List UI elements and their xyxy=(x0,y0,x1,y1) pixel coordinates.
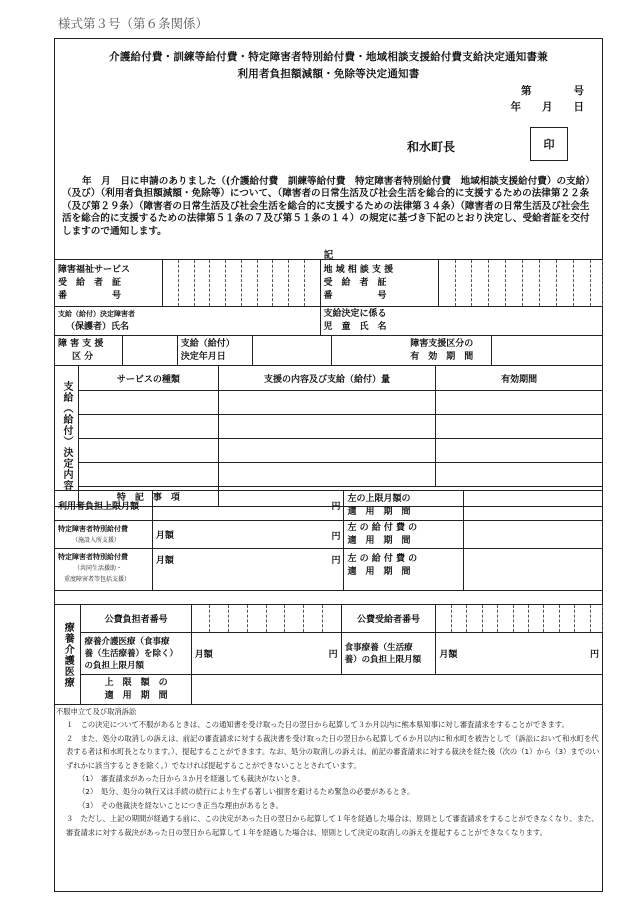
special-benefit2-value xyxy=(152,549,344,591)
yen-unit: 円 xyxy=(328,650,338,660)
digit-cell xyxy=(455,260,472,307)
consult-recipient-no-label: 地 域 相 談 支 援 受 給 者 証 番 号 xyxy=(320,260,438,307)
yen-unit: 円 xyxy=(589,650,599,660)
limit-apply-period-value xyxy=(464,491,603,521)
monthly-label: 月額 xyxy=(194,650,213,660)
digit-cell xyxy=(289,260,305,307)
benefit2-apply-value xyxy=(464,549,603,591)
special-notes-label: 特 記 事 項 xyxy=(78,487,218,507)
digit-cell xyxy=(436,605,451,633)
limit-apply-value xyxy=(191,675,602,705)
digit-cell xyxy=(559,605,574,633)
meal-limit-value xyxy=(436,633,603,675)
period-cell xyxy=(436,439,603,463)
service-recipient-no-label: 障害福祉サービス 受 給 者 証 番 号 xyxy=(55,260,163,307)
digit-cell xyxy=(528,605,543,633)
digit-cell xyxy=(498,605,513,633)
digit-cell xyxy=(322,605,341,633)
digit-cell xyxy=(544,605,559,633)
yen-unit: 円 xyxy=(331,532,341,542)
digit-cell xyxy=(229,605,248,633)
support-class-value xyxy=(122,336,177,366)
special-benefit2-label: 特定障害者特別給付費 （共同生活援助・ 重度障害者等包括支援） xyxy=(55,549,153,591)
document-number: 第 号 xyxy=(521,85,584,97)
document-title: 介護給付費・訓練等給付費・特定障害者特別給付費・地域相談支援給付費支給決定通知書兼 xyxy=(109,51,548,63)
decision-date-value xyxy=(252,336,332,366)
note-2: ２ また、処分の取消しの訴えは、前記の審査請求に対する裁決書を受け取った日の翌日から起算して６か月以内に和水町を被告として（訴訟において和水町を代表する者は和水町長となります。）、提起することができます。なお、処分の取消しの訴えは、前記の審査請求に対する裁決を経た後（次の（1）から（3）までのいずれかに該当するときを除く。）でなければ提起することができないこととされています。 xyxy=(66,733,600,770)
digit-cell xyxy=(178,260,194,307)
content-cell xyxy=(218,439,436,463)
digit-cell xyxy=(573,260,590,307)
digit-cell xyxy=(257,260,273,307)
payer-no-label: 公費負担者番号 xyxy=(81,605,191,633)
digit-cell xyxy=(523,260,540,307)
digit-cell xyxy=(191,605,210,633)
appeal-notes xyxy=(56,705,601,839)
decision-date-label: 支給（給付） 決定年月日 xyxy=(177,336,252,366)
digit-cell xyxy=(513,605,528,633)
care-limit-label: 療養介護医療（食事療 養（生活療養）を除く） の負担上限月額 xyxy=(81,633,191,675)
notes-heading: 不服申立て及び取消訴訟 xyxy=(56,707,137,716)
digit-cell xyxy=(273,260,289,307)
valid-period-value xyxy=(492,336,603,366)
digit-cell xyxy=(438,260,455,307)
digit-cell xyxy=(472,260,489,307)
note-3: ３ ただし、上記の期間が経過する前に、この決定があった日の翌日から起算して１年を経過した場合は、原則として審査請求をすることができなくなり、また、審査請求に対する裁決があった日の翌日から起算して１年を経過した場合は、原則として決定の取消しの訴えを提起することができなくなります。 xyxy=(66,814,599,837)
guardian-name-row: 支給（給付）決定障害者 （保護者）氏名 xyxy=(55,307,321,336)
valid-period-label: 障害支援区分の 有 効 期 間 xyxy=(332,336,492,366)
note-2-1: （1） 審査請求があった日から３か月を経過しても裁決がないとき。 xyxy=(78,774,305,784)
digit-cell xyxy=(489,260,506,307)
service-cell xyxy=(78,463,218,487)
medical-care-side-label: 療養介護医療 xyxy=(55,605,81,705)
ki-label: 記 xyxy=(323,250,334,261)
decision-content-side-label: 支給（給付）決定内容 xyxy=(55,366,79,507)
note-2-2: （2） 処分、処分の執行又は手続の続行により生ずる著しい損害を避けるため緊急の必要があるとき。 xyxy=(78,787,415,797)
special-benefit1-value xyxy=(152,521,344,549)
digit-cell xyxy=(467,605,482,633)
content-cell xyxy=(218,415,436,439)
digit-cell xyxy=(482,605,497,633)
note-1: １ この決定について不服があるときは、この通知書を受け取った日の翌日から起算して３か月以内に熊本県知事に対し審査請求をすることができます。 xyxy=(66,720,569,730)
user-limit-value xyxy=(152,491,344,521)
notice-body: 年 月 日に申請のありました（(介護給付費 訓練等給付費 特定障害者特別給付費 地域相談支援給付費）の支給）（及び）（利用者負担額減額・免除等）について、（障害者の日常生活及び社会生活を総合的に支援するための法律第２２条（及び第２９条）（障害者の日常生活及び社会生活を総合的に支援するための法律第３４条）（障害者の日常生活及び社会生活を総合的に支援するための法律第５１条の７及び第５１条の１４）の規定に基づき下記のとおり決定し、受給者証を交付しますので通知します。 xyxy=(62,176,591,237)
digit-cell xyxy=(556,260,573,307)
support-class-table xyxy=(54,335,603,366)
benefit2-apply-label: 左 の 給 付 費 の 適 用 期 間 xyxy=(344,549,464,591)
digit-cell xyxy=(247,605,266,633)
digit-cell xyxy=(539,260,556,307)
issuer-name: 和水町長 xyxy=(407,140,456,154)
document-subtitle: 利用者負担額減額・免除等決定通知書 xyxy=(237,68,420,80)
digit-cell xyxy=(590,260,602,307)
care-limit-value xyxy=(191,633,341,675)
digit-cell xyxy=(194,260,210,307)
digit-cell xyxy=(285,605,304,633)
digit-cell xyxy=(226,260,242,307)
form-number-label: 様式第３号（第６条関係） xyxy=(58,16,209,31)
period-cell xyxy=(436,463,603,487)
digit-cell xyxy=(304,605,323,633)
benefit1-apply-label: 左 の 給 付 費 の 適 用 期 間 xyxy=(344,521,464,549)
period-cell xyxy=(436,415,603,439)
limit-apply-label: 上 限 額 の 適 用 期 間 xyxy=(81,675,191,705)
benefit1-apply-value xyxy=(464,521,603,549)
monthly-label: 月額 xyxy=(155,556,174,566)
decision-content-table xyxy=(54,365,603,507)
content-cell xyxy=(218,391,436,415)
medical-care-table xyxy=(54,604,603,705)
special-benefit1-label: 特定障害者特別給付費 （施設入所支援） xyxy=(55,521,153,549)
digit-cell xyxy=(210,605,229,633)
monthly-label: 月額 xyxy=(155,531,174,541)
digit-cell xyxy=(451,605,466,633)
document-date: 年 月 日 xyxy=(510,101,584,113)
service-cell xyxy=(78,439,218,463)
digit-cell xyxy=(210,260,226,307)
content-cell xyxy=(218,463,436,487)
yen-unit: 円 xyxy=(331,556,341,566)
recipient-no-label: 公費受給者番号 xyxy=(341,605,436,633)
service-cell xyxy=(78,415,218,439)
digit-cell xyxy=(304,260,320,307)
meal-limit-label: 食事療養（生活療 養）の負担上限月額 xyxy=(341,633,436,675)
digit-cell xyxy=(241,260,257,307)
child-name-row: 支給決定に係る 児 童 氏 名 xyxy=(320,307,602,336)
limit-apply-period-label: 左の上限月額の 適 用 期 間 xyxy=(344,491,464,521)
support-class-label: 障 害 支 援 区 分 xyxy=(55,336,123,366)
col-valid-period: 有効期間 xyxy=(436,366,603,391)
digit-cell xyxy=(163,260,179,307)
recipient-info-table xyxy=(54,259,603,336)
col-support-content: 支援の内容及び支給（給付）量 xyxy=(218,366,436,391)
digit-cell xyxy=(506,260,523,307)
yen-unit: 円 xyxy=(331,502,341,512)
note-2-3: （3） その他裁決を経ないことにつき正当な理由があるとき。 xyxy=(78,800,283,810)
col-service-type: サービスの種類 xyxy=(78,366,218,391)
seal-box xyxy=(530,127,568,161)
monthly-label: 月額 xyxy=(439,650,458,660)
cost-limit-table xyxy=(54,490,603,591)
digit-cell xyxy=(590,605,602,633)
digit-cell xyxy=(575,605,590,633)
service-cell xyxy=(78,391,218,415)
seal-label: 印 xyxy=(543,138,555,151)
period-cell xyxy=(436,391,603,415)
user-limit-label: 利用者負担上限月額 xyxy=(55,491,153,521)
digit-cell xyxy=(266,605,285,633)
